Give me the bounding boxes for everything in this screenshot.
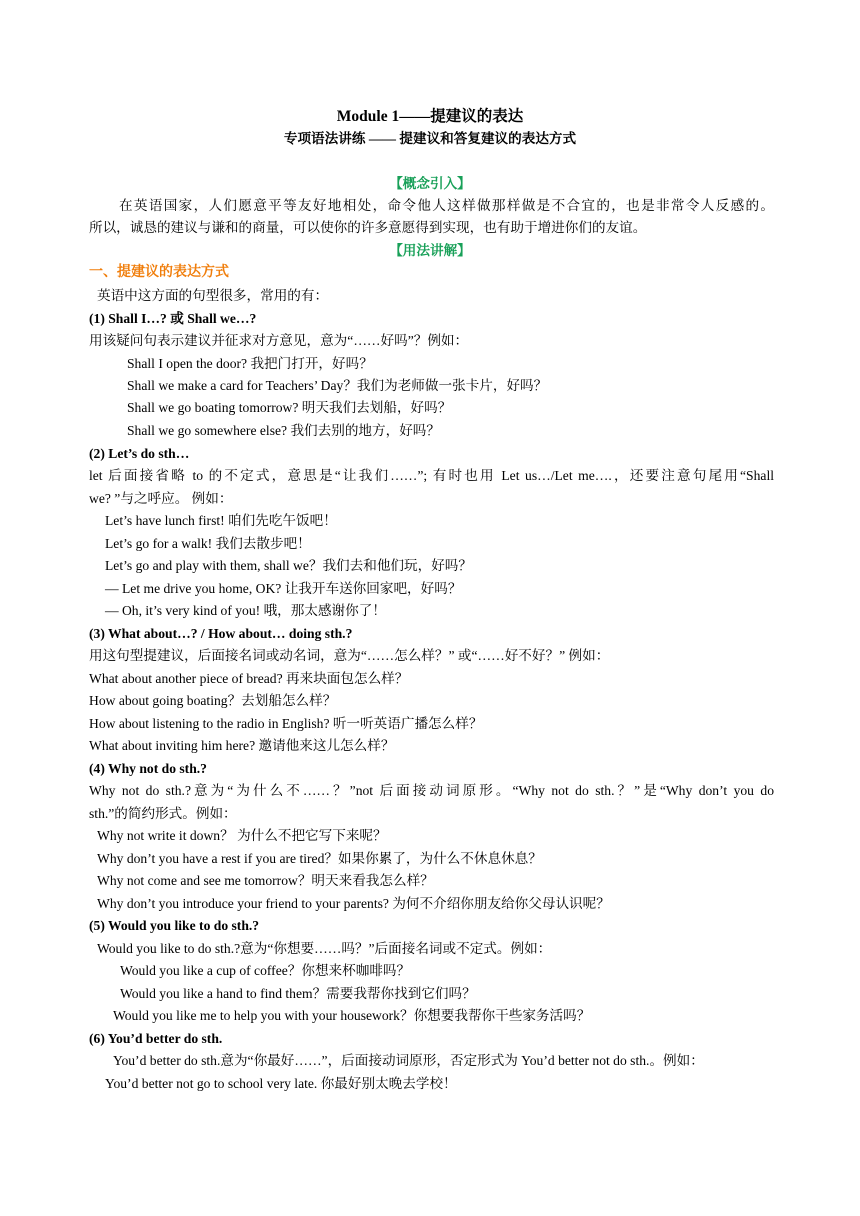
pattern-3-heading: (3) What about…? / How about… doing sth.? bbox=[89, 626, 353, 641]
example-sentence: Why don’t you introduce your friend to your parents? 为何不介绍你朋友给你父母认识呢？ bbox=[97, 896, 610, 911]
pattern-6-description: You’d better do sth.意为“你最好……”，后面接动词原形，否定形式为 You’d better not do sth.。例如： bbox=[113, 1053, 704, 1068]
example-sentence: Let’s have lunch first! 咱们先吃午饭吧！ bbox=[105, 513, 337, 528]
example-sentence: Let’s go for a walk! 我们去散步吧！ bbox=[105, 536, 311, 551]
pattern-2-description-line-1: let 后面接省略 to 的不定式，意思是“让我们……”; 有时也用 Let us…/Let me….，还要注意句尾用“Shall bbox=[89, 468, 774, 483]
example-sentence: Why don’t you have a rest if you are tired？如果你累了，为什么不休息休息？ bbox=[97, 851, 542, 866]
example-sentence: How about listening to the radio in English? 听一听英语广播怎么样？ bbox=[89, 716, 483, 731]
page-title: Module 1——提建议的表达 bbox=[336, 108, 524, 125]
pattern-5-description: Would you like to do sth.?意为“你想要……吗？”后面接名词或不定式。例如： bbox=[97, 941, 552, 956]
pattern-2-heading: (2) Let’s do sth… bbox=[89, 446, 190, 461]
example-sentence: Would you like a hand to find them？需要我帮你找到它们吗？ bbox=[120, 986, 476, 1001]
pattern-4-description-line-1: Why not do sth.?意为“为什么不……？”not 后面接动词原形。“Why not do sth.？”是“Why don’t you do bbox=[89, 783, 774, 798]
example-sentence: — Oh, it’s very kind of you! 哦，那太感谢你了！ bbox=[105, 603, 386, 618]
section-1-heading: 一、提建议的表达方式 bbox=[89, 265, 229, 280]
pattern-1-heading: (1) Shall I…? 或 Shall we…? bbox=[89, 311, 257, 326]
pattern-2-description-line-2: we? ”与之呼应。 例如： bbox=[89, 491, 233, 506]
pattern-5-heading: (5) Would you like to do sth.? bbox=[89, 918, 260, 933]
example-sentence: How about going boating？去划船怎么样？ bbox=[89, 693, 337, 708]
pattern-4-description-line-2: sth.”的简约形式。例如： bbox=[89, 806, 237, 821]
example-sentence: Why not write it down？ 为什么不把它写下来呢？ bbox=[97, 828, 387, 843]
example-sentence: Shall I open the door? 我把门打开，好吗？ bbox=[127, 356, 373, 371]
pattern-1-description: 用该疑问句表示建议并征求对方意见，意为“……好吗”？例如： bbox=[89, 333, 469, 348]
example-sentence: Would you like a cup of coffee？你想来杯咖啡吗？ bbox=[120, 963, 411, 978]
example-sentence: — Let me drive you home, OK? 让我开车送你回家吧，好吗？ bbox=[105, 581, 462, 596]
pattern-4-heading: (4) Why not do sth.? bbox=[89, 761, 207, 776]
concept-line-2: 所以，诚恳的建议与谦和的商量，可以使你的许多意愿得到实现，也有助于增进你们的友谊。 bbox=[89, 220, 647, 235]
usage-heading: 【用法讲解】 bbox=[389, 243, 471, 258]
concept-heading: 【概念引入】 bbox=[389, 176, 471, 191]
pattern-6-heading: (6) You’d better do sth. bbox=[89, 1031, 223, 1046]
example-sentence: Why not come and see me tomorrow？明天来看我怎么样？ bbox=[97, 873, 434, 888]
example-sentence: What about another piece of bread? 再来块面包怎么样？ bbox=[89, 671, 409, 686]
example-sentence: Shall we go boating tomorrow? 明天我们去划船，好吗？ bbox=[127, 400, 452, 415]
example-sentence: What about inviting him here? 邀请他来这儿怎么样？ bbox=[89, 738, 395, 753]
example-sentence: Shall we make a card for Teachers’ Day？我们为老师做一张卡片，好吗？ bbox=[127, 378, 548, 393]
concept-line-1: 在英语国家，人们愿意平等友好地相处，命令他人这样做那样做是不合宜的，也是非常令人反感的。 bbox=[119, 198, 774, 213]
section-1-intro: 英语中这方面的句型很多，常用的有： bbox=[97, 288, 329, 303]
example-sentence: Let’s go and play with them, shall we？我们去和他们玩，好吗？ bbox=[105, 558, 472, 573]
example-sentence: Shall we go somewhere else? 我们去别的地方，好吗？ bbox=[127, 423, 440, 438]
pattern-3-description: 用这句型提建议，后面接名词或动名词，意为“……怎么样？” 或“……好不好？” 例如： bbox=[89, 648, 610, 663]
example-sentence: Would you like me to help you with your housework？你想要我帮你干些家务活吗？ bbox=[113, 1008, 591, 1023]
page-subtitle: 专项语法讲练 —— 提建议和答复建议的表达方式 bbox=[283, 131, 577, 146]
example-sentence: You’d better not go to school very late. 你最好别太晚去学校！ bbox=[105, 1076, 457, 1091]
